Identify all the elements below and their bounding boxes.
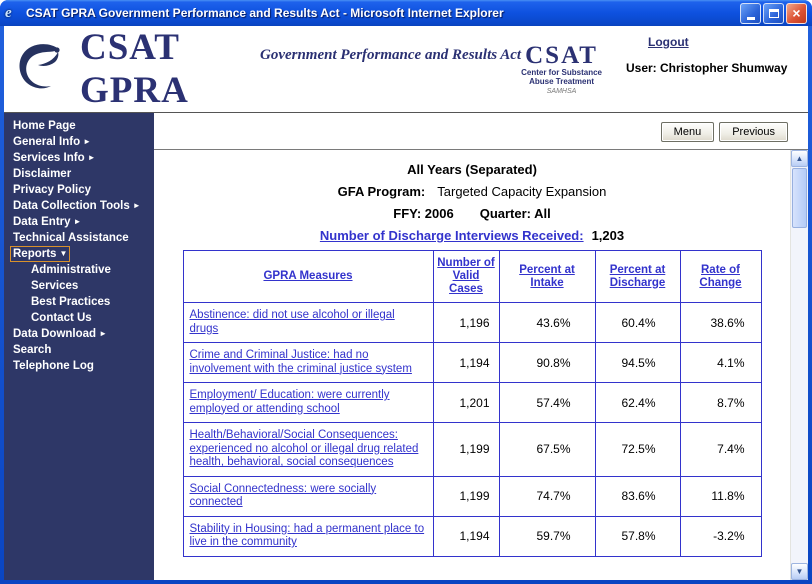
program-label: GFA Program: <box>337 184 426 199</box>
report-ffy-line <box>154 206 790 221</box>
value-cell-change: 8.7% <box>680 383 761 423</box>
table-row <box>183 476 761 516</box>
value-cell-change: 7.4% <box>680 423 761 477</box>
window-title: CSAT GPRA Government Performance and Results Act - Microsoft Internet Explorer <box>26 6 504 20</box>
program-value: Targeted Capacity Expansion <box>437 184 607 199</box>
measure-cell <box>183 343 433 383</box>
received-value: 1,203 <box>591 228 625 243</box>
value-cell-valid-cases: 1,194 <box>433 343 499 383</box>
value-cell-intake: 59.7% <box>499 516 595 556</box>
measure-link[interactable]: Abstinence: did not use alcohol or illegal drugs <box>189 309 395 335</box>
user-block <box>626 26 798 75</box>
maximize-icon <box>769 9 779 18</box>
sidebar-item-data-collection-tools[interactable] <box>4 198 154 214</box>
sidebar-item-label: Administrative <box>31 264 111 276</box>
report-title: All Years (Separated) <box>407 162 537 177</box>
sidebar-item-best-practices[interactable] <box>4 294 154 310</box>
chevron-right-icon: ► <box>83 137 92 146</box>
sidebar-item-label: Search <box>13 344 52 356</box>
sidebar-item-data-entry[interactable] <box>4 214 154 230</box>
value-cell-discharge: 60.4% <box>595 303 680 343</box>
table-row <box>183 383 761 423</box>
value-cell-intake: 74.7% <box>499 476 595 516</box>
brand-subtitle: Government Performance and Results Act <box>259 47 522 63</box>
table-row <box>183 303 761 343</box>
measure-link[interactable]: Health/Behavioral/Social Consequences: experienced no alcohol or illegal drug related health, behavioral, social consequences <box>189 429 419 468</box>
user-label: User: Christopher Shumway <box>626 61 788 75</box>
sidebar-item-reports[interactable] <box>4 246 154 262</box>
sidebar-item-home-page[interactable] <box>4 118 154 134</box>
csat-logo <box>521 41 602 95</box>
brand <box>80 26 521 112</box>
scrollbar-track[interactable] <box>791 229 808 563</box>
window-controls <box>740 3 807 24</box>
sidebar-item-technical-assistance[interactable] <box>4 230 154 246</box>
csat-logo-caption: Abuse Treatment <box>529 76 594 86</box>
table-row <box>183 516 761 556</box>
measure-link[interactable]: Crime and Criminal Justice: had no involvement with the criminal justice system <box>189 349 412 375</box>
value-cell-discharge: 72.5% <box>595 423 680 477</box>
measure-link[interactable]: Employment/ Education: were currently employed or attending school <box>189 389 390 415</box>
sidebar-item-administrative[interactable] <box>4 262 154 278</box>
value-cell-change: 38.6% <box>680 303 761 343</box>
value-cell-valid-cases: 1,199 <box>433 476 499 516</box>
value-cell-valid-cases: 1,201 <box>433 383 499 423</box>
sidebar-item-label: Privacy Policy <box>13 184 91 196</box>
value-cell-change: 11.8% <box>680 476 761 516</box>
ie-icon: e <box>5 5 12 21</box>
titlebar <box>0 0 812 26</box>
value-cell-intake: 90.8% <box>499 343 595 383</box>
sidebar-item-label: Services <box>31 280 79 292</box>
sidebar-item-label: Technical Assistance <box>13 232 129 244</box>
table-row <box>183 343 761 383</box>
previous-button[interactable]: Previous <box>719 122 788 142</box>
column-header-number-of-valid-cases[interactable]: Number of Valid Cases <box>433 251 499 303</box>
sidebar-item-label: General Info ► <box>13 136 92 148</box>
value-cell-valid-cases: 1,196 <box>433 303 499 343</box>
chevron-down-icon: ▼ <box>59 249 68 258</box>
report-area <box>154 150 808 580</box>
logout-link[interactable]: Logout <box>648 35 689 49</box>
value-cell-discharge: 83.6% <box>595 476 680 516</box>
sidebar-item-label: Disclaimer <box>13 168 72 180</box>
sidebar-item-privacy-policy[interactable] <box>4 182 154 198</box>
sidebar-item-telephone-log[interactable] <box>4 358 154 374</box>
scroll-up-button[interactable]: ▲ <box>791 150 808 167</box>
sidebar-item-label: Data Download ► <box>13 328 107 340</box>
sidebar-item-label: Best Practices <box>31 296 111 308</box>
quarter-label: Quarter: All <box>479 206 551 221</box>
scrollbar[interactable] <box>790 150 808 580</box>
measure-cell <box>183 423 433 477</box>
sidebar-item-label: Home Page <box>13 120 76 132</box>
table-body <box>183 303 761 557</box>
sidebar-item-disclaimer[interactable] <box>4 166 154 182</box>
scroll-thumb[interactable] <box>792 168 807 228</box>
ffy-label: FFY: 2006 <box>393 206 454 221</box>
maximize-button[interactable] <box>763 3 784 24</box>
chevron-right-icon: ► <box>132 201 141 210</box>
report-content <box>154 150 790 580</box>
sidebar-item-label: Data Entry ► <box>13 216 82 228</box>
sidebar-item-search[interactable] <box>4 342 154 358</box>
chevron-right-icon: ► <box>73 217 82 226</box>
content <box>4 113 808 580</box>
hhs-logo <box>12 40 66 99</box>
close-button[interactable]: × <box>786 3 807 24</box>
samhsa-label: SAMHSA <box>546 87 577 95</box>
gpra-measures-table <box>183 250 762 557</box>
sidebar-item-label: Contact Us <box>31 312 92 324</box>
report-program-line <box>154 184 790 199</box>
measure-cell <box>183 383 433 423</box>
sidebar-item-label: Services Info ► <box>13 152 96 164</box>
report-received-line <box>154 228 790 243</box>
sidebar-item-services-info[interactable] <box>4 150 154 166</box>
value-cell-valid-cases: 1,199 <box>433 423 499 477</box>
discharge-interviews-link[interactable]: Number of Discharge Interviews Received: <box>319 228 584 243</box>
sidebar-item-general-info[interactable] <box>4 134 154 150</box>
table-header-row <box>183 251 761 303</box>
sidebar-item-contact-us[interactable] <box>4 310 154 326</box>
sidebar-item-label: Reports ▼ <box>10 246 70 262</box>
value-cell-change: 4.1% <box>680 343 761 383</box>
column-header-gpra-measures[interactable]: GPRA Measures <box>183 251 433 303</box>
value-cell-intake: 57.4% <box>499 383 595 423</box>
main-area <box>154 113 808 580</box>
window-body <box>4 26 808 580</box>
chevron-right-icon: ► <box>87 153 96 162</box>
table-row <box>183 423 761 477</box>
column-header-percent-at-discharge[interactable]: Percent at Discharge <box>595 251 680 303</box>
sidebar-nav <box>4 113 154 580</box>
csat-logo-name: CSAT <box>525 41 598 69</box>
value-cell-intake: 67.5% <box>499 423 595 477</box>
value-cell-change: -3.2% <box>680 516 761 556</box>
value-cell-discharge: 94.5% <box>595 343 680 383</box>
measure-link[interactable]: Social Connectedness: were socially connected <box>189 482 377 508</box>
column-header-percent-at-intake[interactable]: Percent at Intake <box>499 251 595 303</box>
sidebar-item-label: Telephone Log <box>13 360 94 372</box>
sidebar-item-services[interactable] <box>4 278 154 294</box>
page-header <box>4 26 808 113</box>
csat-logo-caption: Center for Substance <box>521 67 602 77</box>
menu-button[interactable]: Menu <box>661 122 715 142</box>
minimize-icon <box>747 17 755 20</box>
column-header-rate-of-change[interactable]: Rate of Change <box>680 251 761 303</box>
scroll-down-button[interactable]: ▼ <box>791 563 808 580</box>
sidebar-item-label: Data Collection Tools ► <box>13 200 141 212</box>
value-cell-intake: 43.6% <box>499 303 595 343</box>
measure-link[interactable]: Stability in Housing: had a permanent place to live in the community <box>189 522 425 548</box>
brand-title: CSAT GPRA <box>80 27 189 111</box>
sidebar-item-data-download[interactable] <box>4 326 154 342</box>
measure-cell <box>183 303 433 343</box>
measure-cell <box>183 476 433 516</box>
minimize-button[interactable] <box>740 3 761 24</box>
value-cell-discharge: 62.4% <box>595 383 680 423</box>
chevron-right-icon: ► <box>99 329 107 338</box>
measure-cell <box>183 516 433 556</box>
toolbar <box>154 113 808 149</box>
value-cell-valid-cases: 1,194 <box>433 516 499 556</box>
value-cell-discharge: 57.8% <box>595 516 680 556</box>
